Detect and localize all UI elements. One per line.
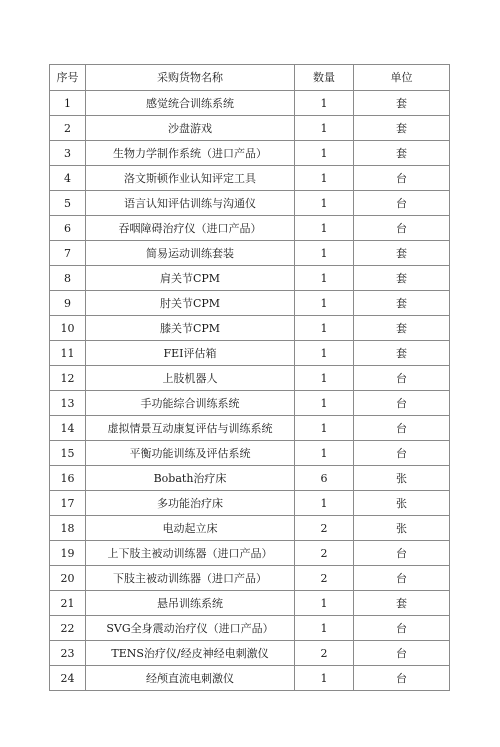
cell-item-name: 经颅直流电刺激仪 (86, 666, 295, 691)
table-row (50, 216, 450, 241)
cell-index: 17 (50, 491, 86, 516)
cell-item-name: 上肢机器人 (86, 366, 295, 391)
table-row (50, 491, 450, 516)
procurement-sheet (49, 64, 449, 691)
cell-quantity: 1 (295, 116, 354, 141)
cell-unit: 套 (354, 91, 450, 116)
cell-item-name: 洛文斯顿作业认知评定工具 (86, 166, 295, 191)
cell-quantity: 1 (295, 216, 354, 241)
cell-item-name: 上下肢主被动训练器（进口产品） (86, 541, 295, 566)
table-row (50, 166, 450, 191)
cell-unit: 台 (354, 666, 450, 691)
cell-index: 15 (50, 441, 86, 466)
cell-item-name: 语言认知评估训练与沟通仪 (86, 191, 295, 216)
table-header (50, 65, 450, 91)
table-row (50, 391, 450, 416)
table-row (50, 416, 450, 441)
table-row (50, 591, 450, 616)
cell-item-name: 电动起立床 (86, 516, 295, 541)
table-row (50, 666, 450, 691)
cell-quantity: 1 (295, 441, 354, 466)
cell-unit: 套 (354, 141, 450, 166)
cell-unit: 套 (354, 266, 450, 291)
cell-unit: 台 (354, 416, 450, 441)
cell-quantity: 1 (295, 391, 354, 416)
cell-index: 18 (50, 516, 86, 541)
header-item-name: 采购货物名称 (86, 65, 295, 91)
cell-index: 7 (50, 241, 86, 266)
header-index: 序号 (50, 65, 86, 91)
cell-quantity: 1 (295, 91, 354, 116)
cell-item-name: 膝关节CPM (86, 316, 295, 341)
table-row (50, 91, 450, 116)
table-row (50, 141, 450, 166)
cell-item-name: 吞咽障碍治疗仪（进口产品） (86, 216, 295, 241)
cell-unit: 套 (354, 291, 450, 316)
table-row (50, 566, 450, 591)
cell-index: 14 (50, 416, 86, 441)
cell-index: 16 (50, 466, 86, 491)
cell-index: 22 (50, 616, 86, 641)
cell-quantity: 2 (295, 516, 354, 541)
table-row (50, 291, 450, 316)
cell-quantity: 1 (295, 416, 354, 441)
cell-quantity: 6 (295, 466, 354, 491)
cell-quantity: 1 (295, 341, 354, 366)
procurement-table (49, 64, 450, 691)
cell-item-name: 虚拟情景互动康复评估与训练系统 (86, 416, 295, 441)
header-quantity: 数量 (295, 65, 354, 91)
cell-index: 19 (50, 541, 86, 566)
cell-unit: 台 (354, 566, 450, 591)
cell-index: 6 (50, 216, 86, 241)
cell-quantity: 1 (295, 366, 354, 391)
table-body (50, 91, 450, 691)
cell-index: 21 (50, 591, 86, 616)
cell-index: 12 (50, 366, 86, 391)
cell-unit: 台 (354, 191, 450, 216)
cell-quantity: 1 (295, 141, 354, 166)
cell-item-name: FEI评估箱 (86, 341, 295, 366)
cell-item-name: 多功能治疗床 (86, 491, 295, 516)
table-row (50, 466, 450, 491)
table-row (50, 316, 450, 341)
cell-unit: 张 (354, 466, 450, 491)
cell-index: 2 (50, 116, 86, 141)
table-row (50, 366, 450, 391)
cell-index: 13 (50, 391, 86, 416)
cell-index: 10 (50, 316, 86, 341)
cell-quantity: 1 (295, 291, 354, 316)
cell-unit: 台 (354, 616, 450, 641)
cell-item-name: 简易运动训练套装 (86, 241, 295, 266)
cell-quantity: 1 (295, 316, 354, 341)
cell-item-name: 感觉统合训练系统 (86, 91, 295, 116)
cell-quantity: 1 (295, 491, 354, 516)
cell-index: 5 (50, 191, 86, 216)
cell-unit: 台 (354, 216, 450, 241)
cell-index: 4 (50, 166, 86, 191)
cell-quantity: 1 (295, 266, 354, 291)
cell-unit: 套 (354, 241, 450, 266)
cell-quantity: 2 (295, 566, 354, 591)
cell-unit: 套 (354, 116, 450, 141)
cell-unit: 套 (354, 591, 450, 616)
cell-quantity: 1 (295, 616, 354, 641)
cell-item-name: Bobath治疗床 (86, 466, 295, 491)
table-row (50, 641, 450, 666)
cell-quantity: 1 (295, 591, 354, 616)
cell-unit: 台 (354, 541, 450, 566)
cell-index: 1 (50, 91, 86, 116)
cell-unit: 台 (354, 441, 450, 466)
cell-item-name: 平衡功能训练及评估系统 (86, 441, 295, 466)
header-unit: 单位 (354, 65, 450, 91)
table-row (50, 266, 450, 291)
cell-quantity: 2 (295, 641, 354, 666)
cell-quantity: 1 (295, 166, 354, 191)
table-row (50, 241, 450, 266)
cell-unit: 套 (354, 341, 450, 366)
table-row (50, 541, 450, 566)
cell-item-name: 下肢主被动训练器（进口产品） (86, 566, 295, 591)
cell-unit: 台 (354, 166, 450, 191)
cell-item-name: 肩关节CPM (86, 266, 295, 291)
table-row (50, 616, 450, 641)
cell-index: 23 (50, 641, 86, 666)
cell-quantity: 1 (295, 241, 354, 266)
cell-item-name: 悬吊训练系统 (86, 591, 295, 616)
cell-index: 20 (50, 566, 86, 591)
cell-item-name: TENS治疗仪/经皮神经电刺激仪 (86, 641, 295, 666)
table-row (50, 341, 450, 366)
cell-item-name: 手功能综合训练系统 (86, 391, 295, 416)
cell-quantity: 1 (295, 191, 354, 216)
header-row (50, 65, 450, 91)
cell-unit: 张 (354, 491, 450, 516)
cell-index: 24 (50, 666, 86, 691)
table-row (50, 191, 450, 216)
cell-unit: 台 (354, 641, 450, 666)
table-row (50, 116, 450, 141)
table-row (50, 516, 450, 541)
cell-unit: 张 (354, 516, 450, 541)
cell-unit: 套 (354, 316, 450, 341)
table-row (50, 441, 450, 466)
cell-unit: 台 (354, 366, 450, 391)
cell-quantity: 1 (295, 666, 354, 691)
cell-index: 9 (50, 291, 86, 316)
cell-index: 11 (50, 341, 86, 366)
cell-item-name: SVG全身震动治疗仪（进口产品） (86, 616, 295, 641)
cell-quantity: 2 (295, 541, 354, 566)
cell-item-name: 肘关节CPM (86, 291, 295, 316)
cell-item-name: 沙盘游戏 (86, 116, 295, 141)
cell-unit: 台 (354, 391, 450, 416)
cell-index: 3 (50, 141, 86, 166)
cell-index: 8 (50, 266, 86, 291)
cell-item-name: 生物力学制作系统（进口产品） (86, 141, 295, 166)
